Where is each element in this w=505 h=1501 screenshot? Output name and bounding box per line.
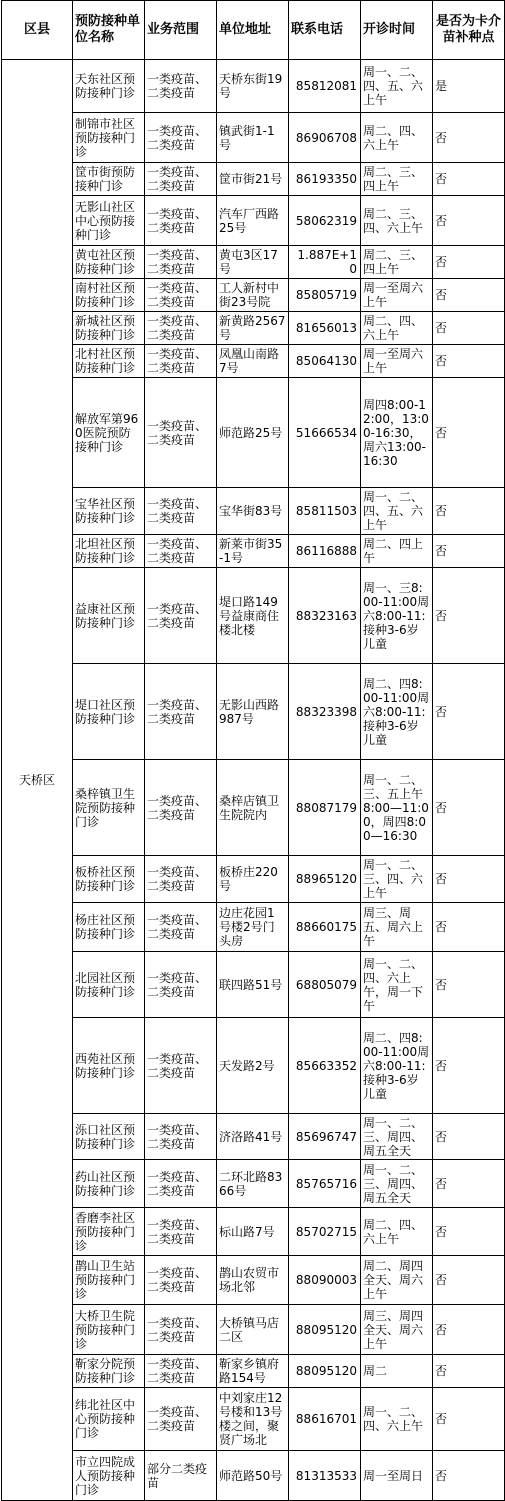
table-row: [2, 1305, 505, 1355]
table-row: [2, 856, 505, 903]
table-row: [2, 1208, 505, 1256]
bcg-cell: 否: [433, 952, 505, 1018]
hours-cell: 周二、三、四上午: [361, 246, 433, 279]
hours-cell: 周二、三、四上午: [361, 163, 433, 196]
bcg-cell: 否: [433, 1256, 505, 1305]
unit-name-cell: 板桥社区预防接种门诊: [73, 856, 145, 903]
hours-cell: 周二、四、六上午: [361, 312, 433, 345]
address-cell: 师范路50号: [217, 1451, 289, 1501]
hours-cell: 周二、四8:00-11:00周六8:00-11:接种3-6岁儿童: [361, 664, 433, 760]
phone-cell: 1.887E+10: [289, 246, 361, 279]
hours-cell: 周一、二、四、六上午，周一下午: [361, 952, 433, 1018]
phone-cell: 88660175: [289, 903, 361, 952]
unit-name-cell: 杨庄社区预防接种门诊: [73, 903, 145, 952]
bcg-cell: 否: [433, 1208, 505, 1256]
header-unit-name: 预防接种单位名称: [73, 1, 145, 60]
table-row: [2, 1160, 505, 1208]
table-row: [2, 535, 505, 568]
table-row: [2, 1114, 505, 1160]
table-row: [2, 664, 505, 760]
hours-cell: 周二、四、六上午: [361, 113, 433, 163]
header-bcg: 是否为卡介苗补种点: [433, 1, 505, 60]
address-cell: 工人新村中街23号院: [217, 279, 289, 312]
table-row: [2, 60, 505, 113]
phone-cell: 86906708: [289, 113, 361, 163]
address-cell: 新黄路2567号: [217, 312, 289, 345]
table-row: [2, 760, 505, 856]
address-cell: 新莱市街35-1号: [217, 535, 289, 568]
unit-name-cell: 南村社区预防接种门诊: [73, 279, 145, 312]
table-row: [2, 345, 505, 378]
district-cell: 天桥区: [2, 60, 73, 1501]
address-cell: 镇武街1-1号: [217, 113, 289, 163]
phone-cell: 88090003: [289, 1256, 361, 1305]
unit-name-cell: 纬北社区中心预防接种门诊: [73, 1388, 145, 1451]
scope-cell: 一类疫苗、二类疫苗: [145, 163, 217, 196]
phone-cell: 85765716: [289, 1160, 361, 1208]
bcg-cell: 否: [433, 113, 505, 163]
phone-cell: 51666534: [289, 378, 361, 488]
scope-cell: 一类疫苗、二类疫苗: [145, 1208, 217, 1256]
bcg-cell: 否: [433, 535, 505, 568]
scope-cell: 一类疫苗、二类疫苗: [145, 1388, 217, 1451]
address-cell: 鹊山农贸市场北邻: [217, 1256, 289, 1305]
bcg-cell: 否: [433, 1305, 505, 1355]
hours-cell: 周一至周日: [361, 1451, 433, 1501]
scope-cell: 一类疫苗、二类疫苗: [145, 1160, 217, 1208]
scope-cell: 一类疫苗、二类疫苗: [145, 952, 217, 1018]
unit-name-cell: 香磨李社区预防接种门诊: [73, 1208, 145, 1256]
hours-cell: 周一、二、三、五上午8:00—11:00，周四8:00—16:30: [361, 760, 433, 856]
phone-cell: 88087179: [289, 760, 361, 856]
hours-cell: 周四8:00-12:00，13:00-16:30，周六13:00-16:30: [361, 378, 433, 488]
bcg-cell: 否: [433, 1018, 505, 1114]
address-cell: 天桥东街19号: [217, 60, 289, 113]
phone-cell: 85064130: [289, 345, 361, 378]
address-cell: 黄屯3区17号: [217, 246, 289, 279]
table-row: [2, 312, 505, 345]
header-scope: 业务范围: [145, 1, 217, 60]
table-body: [2, 60, 505, 1501]
phone-cell: 81656013: [289, 312, 361, 345]
scope-cell: 一类疫苗、二类疫苗: [145, 760, 217, 856]
hours-cell: 周二: [361, 1355, 433, 1388]
unit-name-cell: 天东社区预防接种门诊: [73, 60, 145, 113]
scope-cell: 一类疫苗、二类疫苗: [145, 345, 217, 378]
table-row: [2, 378, 505, 488]
bcg-cell: 否: [433, 1160, 505, 1208]
hours-cell: 周二、四8:00-11:00周六8:00-11:接种3-6岁儿童: [361, 1018, 433, 1114]
bcg-cell: 否: [433, 856, 505, 903]
hours-cell: 周一、二、三、周四、周五全天: [361, 1160, 433, 1208]
hours-cell: 周一至周六上午: [361, 345, 433, 378]
vaccination-sites-table: [1, 0, 505, 1501]
bcg-cell: 否: [433, 568, 505, 664]
scope-cell: 一类疫苗、二类疫苗: [145, 856, 217, 903]
bcg-cell: 否: [433, 163, 505, 196]
header-hours: 开诊时间: [361, 1, 433, 60]
phone-cell: 88616701: [289, 1388, 361, 1451]
unit-name-cell: 北园社区预防接种门诊: [73, 952, 145, 1018]
bcg-cell: 否: [433, 903, 505, 952]
hours-cell: 周一、二、三、周四、周五全天: [361, 1114, 433, 1160]
bcg-cell: 否: [433, 664, 505, 760]
address-cell: 大桥镇马店二区: [217, 1305, 289, 1355]
phone-cell: 85811503: [289, 488, 361, 535]
address-cell: 筐市街21号: [217, 163, 289, 196]
scope-cell: 一类疫苗、二类疫苗: [145, 378, 217, 488]
unit-name-cell: 制锦市社区预防接种门诊: [73, 113, 145, 163]
scope-cell: 一类疫苗、二类疫苗: [145, 312, 217, 345]
phone-cell: 88323398: [289, 664, 361, 760]
table-row: [2, 1355, 505, 1388]
address-cell: 边庄花园1号楼2号门头房: [217, 903, 289, 952]
hours-cell: 周二、四、六上午: [361, 1208, 433, 1256]
address-cell: 联四路51号: [217, 952, 289, 1018]
phone-cell: 85812081: [289, 60, 361, 113]
unit-name-cell: 鹊山卫生站预防接种门诊: [73, 1256, 145, 1305]
table-row: [2, 196, 505, 246]
address-cell: 汽车厂西路25号: [217, 196, 289, 246]
address-cell: 济洛路41号: [217, 1114, 289, 1160]
hours-cell: 周二、四上午: [361, 535, 433, 568]
bcg-cell: 否: [433, 1388, 505, 1451]
table-row: [2, 568, 505, 664]
bcg-cell: 否: [433, 279, 505, 312]
unit-name-cell: 筐市街预防接种门诊: [73, 163, 145, 196]
scope-cell: 一类疫苗、二类疫苗: [145, 60, 217, 113]
phone-cell: 58062319: [289, 196, 361, 246]
table-header: [2, 1, 505, 60]
scope-cell: 一类疫苗、二类疫苗: [145, 664, 217, 760]
bcg-cell: 否: [433, 1451, 505, 1501]
address-cell: 无影山西路987号: [217, 664, 289, 760]
unit-name-cell: 药山社区预防接种门诊: [73, 1160, 145, 1208]
bcg-cell: 否: [433, 345, 505, 378]
address-cell: 中刘家庄12号楼和13号楼之间，聚贤广场北: [217, 1388, 289, 1451]
table-row: [2, 246, 505, 279]
unit-name-cell: 西苑社区预防接种门诊: [73, 1018, 145, 1114]
unit-name-cell: 大桥卫生院预防接种门诊: [73, 1305, 145, 1355]
bcg-cell: 否: [433, 246, 505, 279]
bcg-cell: 否: [433, 196, 505, 246]
phone-cell: 85702715: [289, 1208, 361, 1256]
phone-cell: 68805079: [289, 952, 361, 1018]
phone-cell: 85663352: [289, 1018, 361, 1114]
scope-cell: 一类疫苗、二类疫苗: [145, 196, 217, 246]
hours-cell: 周一至周六上午: [361, 279, 433, 312]
hours-cell: 周三、周四全天、周六上午: [361, 1305, 433, 1355]
scope-cell: 一类疫苗、二类疫苗: [145, 279, 217, 312]
header-address: 单位地址: [217, 1, 289, 60]
table-row: [2, 163, 505, 196]
unit-name-cell: 解放军第960医院预防接种门诊: [73, 378, 145, 488]
phone-cell: 85696747: [289, 1114, 361, 1160]
address-cell: 堤口路149号益康商住楼北楼: [217, 568, 289, 664]
address-cell: 宝华街83号: [217, 488, 289, 535]
phone-cell: 85805719: [289, 279, 361, 312]
scope-cell: 一类疫苗、二类疫苗: [145, 488, 217, 535]
scope-cell: 一类疫苗、二类疫苗: [145, 1355, 217, 1388]
hours-cell: 周二、周四全天、周六上午: [361, 1256, 433, 1305]
address-cell: 天发路2号: [217, 1018, 289, 1114]
table-row: [2, 1018, 505, 1114]
hours-cell: 周一、二、四、六上午: [361, 1388, 433, 1451]
bcg-cell: 否: [433, 378, 505, 488]
address-cell: 板桥庄220号: [217, 856, 289, 903]
table-row: [2, 488, 505, 535]
unit-name-cell: 桑梓镇卫生院预防接种门诊: [73, 760, 145, 856]
table-row: [2, 1388, 505, 1451]
bcg-cell: 否: [433, 760, 505, 856]
scope-cell: 部分二类疫苗: [145, 1451, 217, 1501]
unit-name-cell: 黄屯社区预防接种门诊: [73, 246, 145, 279]
header-district: 区县: [2, 1, 73, 60]
phone-cell: 88323163: [289, 568, 361, 664]
address-cell: 标山路7号: [217, 1208, 289, 1256]
unit-name-cell: 堤口社区预防接种门诊: [73, 664, 145, 760]
bcg-cell: 是: [433, 60, 505, 113]
unit-name-cell: 泺口社区预防接种门诊: [73, 1114, 145, 1160]
table-row: [2, 903, 505, 952]
phone-cell: 88965120: [289, 856, 361, 903]
unit-name-cell: 新城社区预防接种门诊: [73, 312, 145, 345]
scope-cell: 一类疫苗、二类疫苗: [145, 1114, 217, 1160]
unit-name-cell: 靳家分院预防接种门诊: [73, 1355, 145, 1388]
scope-cell: 一类疫苗、二类疫苗: [145, 535, 217, 568]
scope-cell: 一类疫苗、二类疫苗: [145, 568, 217, 664]
unit-name-cell: 宝华社区预防接种门诊: [73, 488, 145, 535]
unit-name-cell: 北村社区预防接种门诊: [73, 345, 145, 378]
address-cell: 靳家乡镇府路154号: [217, 1355, 289, 1388]
hours-cell: 周一、二、四、五、六上午: [361, 488, 433, 535]
table-row: [2, 1451, 505, 1501]
scope-cell: 一类疫苗、二类疫苗: [145, 1305, 217, 1355]
bcg-cell: 否: [433, 1355, 505, 1388]
scope-cell: 一类疫苗、二类疫苗: [145, 113, 217, 163]
scope-cell: 一类疫苗、二类疫苗: [145, 903, 217, 952]
address-cell: 二环北路8366号: [217, 1160, 289, 1208]
hours-cell: 周三、周五、周六上午: [361, 903, 433, 952]
table-row: [2, 952, 505, 1018]
phone-cell: 88095120: [289, 1355, 361, 1388]
address-cell: 桑梓店镇卫生院院内: [217, 760, 289, 856]
address-cell: 师范路25号: [217, 378, 289, 488]
hours-cell: 周一、二、三、四、六上午: [361, 856, 433, 903]
phone-cell: 81313533: [289, 1451, 361, 1501]
table-row: [2, 113, 505, 163]
hours-cell: 周一、三8:00-11:00周六8:00-11:接种3-6岁儿童: [361, 568, 433, 664]
bcg-cell: 否: [433, 1114, 505, 1160]
scope-cell: 一类疫苗、二类疫苗: [145, 246, 217, 279]
scope-cell: 一类疫苗、二类疫苗: [145, 1018, 217, 1114]
hours-cell: 周一、二、四、五、六上午: [361, 60, 433, 113]
bcg-cell: 否: [433, 488, 505, 535]
phone-cell: 88095120: [289, 1305, 361, 1355]
hours-cell: 周二、三、四、六上午: [361, 196, 433, 246]
table-row: [2, 279, 505, 312]
unit-name-cell: 北坦社区预防接种门诊: [73, 535, 145, 568]
header-phone: 联系电话: [289, 1, 361, 60]
phone-cell: 86193350: [289, 163, 361, 196]
unit-name-cell: 无影山社区中心预防接种门诊: [73, 196, 145, 246]
phone-cell: 86116888: [289, 535, 361, 568]
scope-cell: 一类疫苗、二类疫苗: [145, 1256, 217, 1305]
unit-name-cell: 市立四院成人预防接种门诊: [73, 1451, 145, 1501]
table-row: [2, 1256, 505, 1305]
bcg-cell: 否: [433, 312, 505, 345]
address-cell: 凤凰山南路7号: [217, 345, 289, 378]
unit-name-cell: 益康社区预防接种门诊: [73, 568, 145, 664]
